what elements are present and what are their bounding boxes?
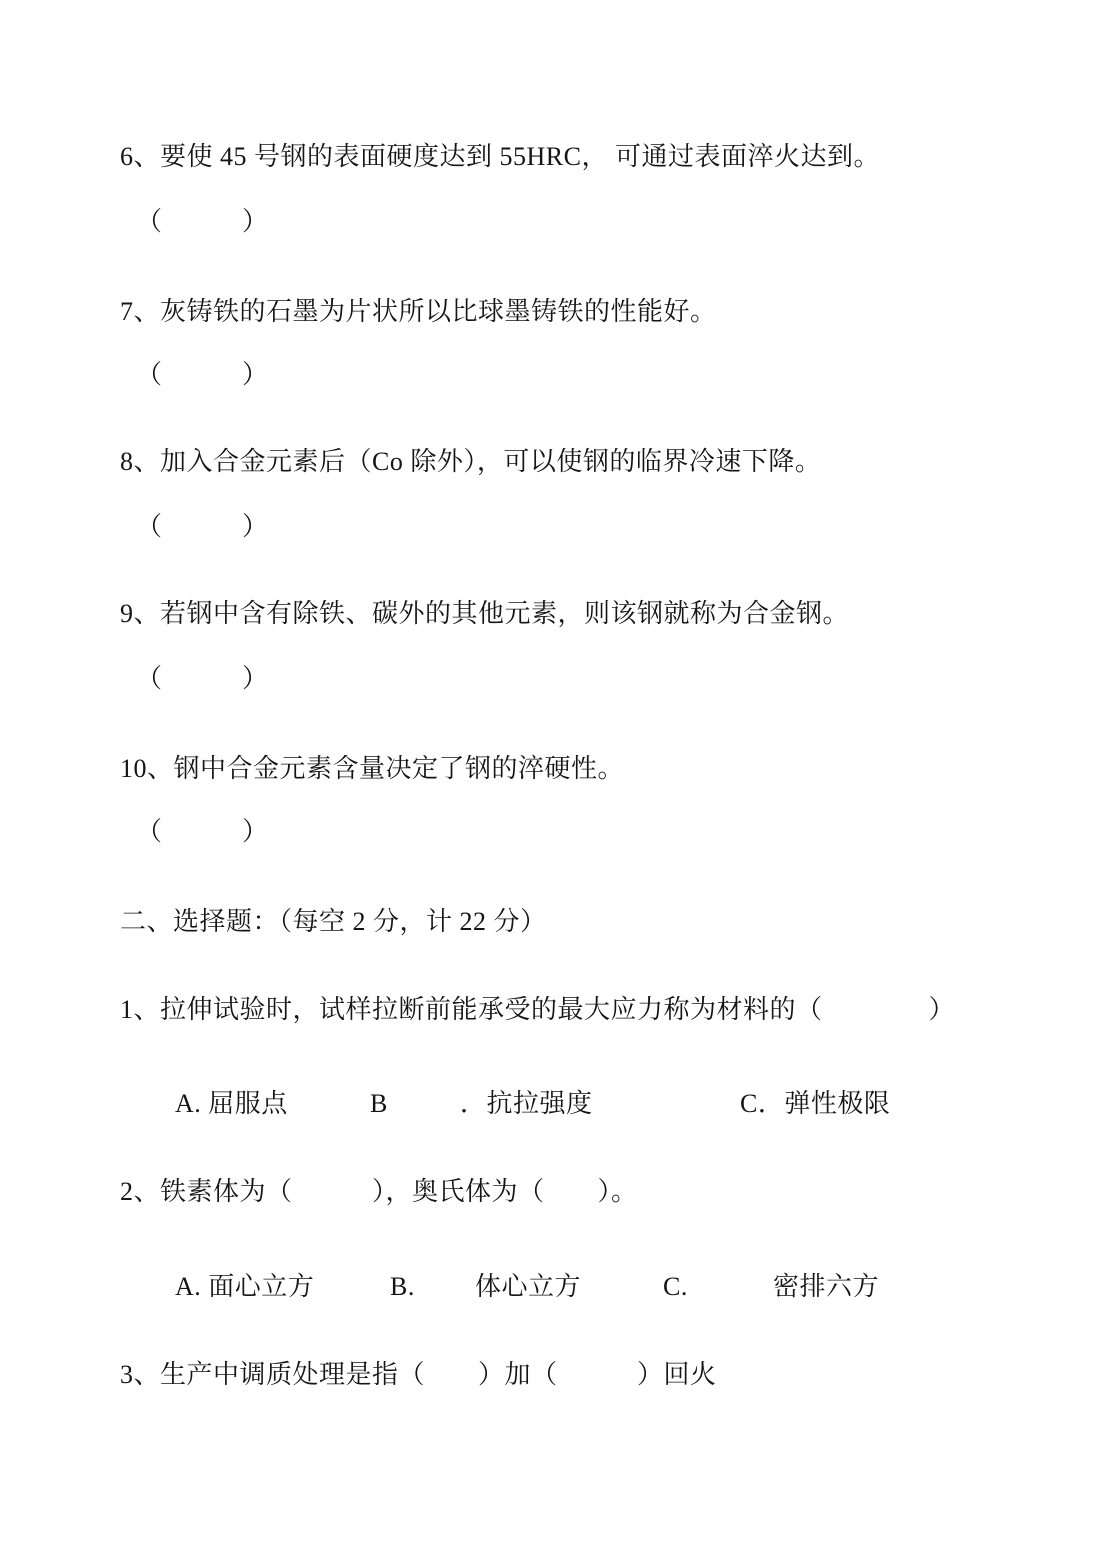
s2-question-1-text: 1、拉伸试验时，试样拉断前能承受的最大应力称为材料的（ ）	[120, 995, 956, 1024]
question-7-answer-blank: （ ）	[136, 360, 269, 389]
s2q2-option-b-label: B.	[390, 1272, 415, 1301]
s2q2-option-a: A. 面心立方	[175, 1272, 315, 1301]
s2-question-3-text: 3、生产中调质处理是指（ ）加（ ）回火	[120, 1360, 717, 1389]
question-9-text: 9、若钢中含有除铁、碳外的其他元素，则该钢就称为合金钢。	[120, 599, 850, 628]
s2-question-2-text: 2、铁素体为（ ），奥氏体为（ ）。	[120, 1177, 638, 1206]
question-8-answer-blank: （ ）	[136, 512, 269, 541]
s2q2-option-c-label: C.	[663, 1272, 688, 1301]
s2-question-1-options	[0, 1087, 1117, 1121]
question-6-answer-blank: （ ）	[136, 207, 269, 236]
question-10-answer-blank: （ ）	[136, 817, 269, 846]
s2q1-option-c: C．弹性极限	[740, 1089, 891, 1118]
s2q1-option-b-text: ．抗拉强度	[460, 1089, 593, 1118]
s2q2-option-c-text: 密排六方	[773, 1272, 880, 1301]
question-6-text: 6、要使 45 号钢的表面硬度达到 55HRC， 可通过表面淬火达到。	[120, 142, 880, 171]
section2-heading: 二、选择题：（每空 2 分，计 22 分）	[120, 907, 547, 936]
question-9-answer-blank: （ ）	[136, 664, 269, 693]
s2q1-option-b-label: B	[370, 1089, 388, 1118]
question-8-text: 8、加入合金元素后（Co 除外），可以使钢的临界冷速下降。	[120, 447, 822, 476]
s2q1-option-a: A. 屈服点	[175, 1089, 288, 1118]
question-10-text: 10、钢中合金元素含量决定了钢的淬硬性。	[120, 754, 625, 783]
s2-question-2-options	[0, 1270, 1117, 1304]
question-7-text: 7、灰铸铁的石墨为片状所以比球墨铸铁的性能好。	[120, 297, 717, 326]
s2q2-option-b-text: 体心立方	[475, 1272, 582, 1301]
